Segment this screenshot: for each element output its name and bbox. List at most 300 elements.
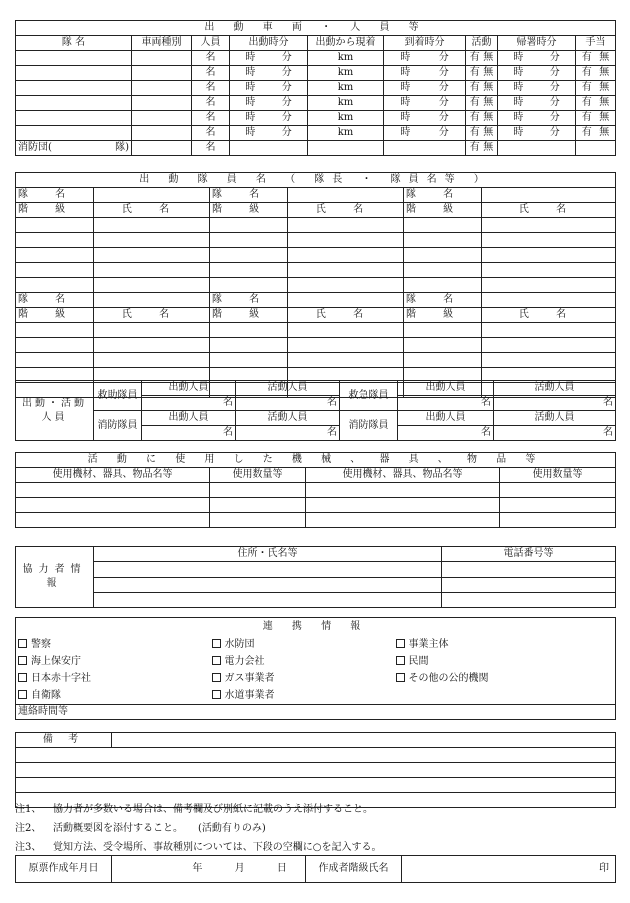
liaison-checkbox[interactable] [18,673,27,682]
vehicle-type-cell[interactable] [132,51,192,66]
liaison-label: 水防団 [224,638,255,650]
day-label: 日 [276,863,287,874]
note-2 [15,819,266,834]
yes-option[interactable]: 有 [469,82,480,93]
liaison-cell [16,670,210,687]
equipment-item-cell[interactable] [16,498,210,513]
member-rank-cell[interactable] [210,278,288,293]
liaison-label: 水道事業者 [224,689,275,701]
equipment-qty-header-2: 使用数量等 [500,468,616,483]
dispatch-time-cell[interactable] [230,96,308,111]
member-name-cell[interactable] [482,278,616,293]
minute-unit: 分 [549,82,560,93]
arrival-time-cell[interactable] [384,111,466,126]
rescue-active-label: 活動人員 [236,381,340,396]
vehicle-row [16,51,616,66]
member-rank-cell[interactable] [210,338,288,353]
cooperator-address-cell[interactable] [94,577,442,592]
member-name-cell[interactable] [482,353,616,368]
allowance-cell[interactable] [576,66,616,81]
dispatch-time-cell[interactable] [230,111,308,126]
member-rank-cell[interactable] [404,263,482,278]
fire-corps-label: 消防団( [18,142,52,153]
liaison-checkbox[interactable] [18,690,27,699]
arrival-time-cell[interactable] [384,126,466,141]
cooperator-phone-cell[interactable] [442,562,616,577]
name-label: 氏 名 [288,308,404,323]
rank-label: 階 級 [210,308,288,323]
equipment-qty-cell[interactable] [210,498,306,513]
return-time-cell[interactable] [498,66,576,81]
member-name-cell[interactable] [482,218,616,233]
team-name-row [16,293,616,308]
equipment-qty-cell[interactable] [500,513,616,528]
cooperator-address-cell[interactable] [94,592,442,607]
member-name-cell[interactable] [94,233,210,248]
equipment-row [16,498,616,513]
minute-unit: 分 [549,67,560,78]
liaison-label: 事業主体 [408,638,449,650]
member-row [16,278,616,293]
fire-corps-label-cell [16,141,132,156]
team-name-label: 隊 名 [210,188,288,203]
member-rank-cell[interactable] [210,353,288,368]
member-name-cell[interactable] [94,278,210,293]
vehicle-row [16,66,616,81]
yes-option[interactable]: 有 [581,112,592,123]
vehicle-row [16,111,616,126]
distance-unit: km [308,66,384,81]
team-name-cell[interactable] [16,96,132,111]
equipment-qty-cell[interactable] [210,483,306,498]
no-option[interactable]: 無 [483,97,494,108]
cooperator-phone-cell[interactable] [442,577,616,592]
vehicles-header-row [16,36,616,51]
member-row [16,218,616,233]
liaison-label: 自衛隊 [31,689,61,701]
member-rank-cell[interactable] [16,353,94,368]
totals-table [15,380,616,441]
no-option[interactable]: 無 [483,52,494,63]
vehicle-type-cell[interactable] [132,126,192,141]
member-row [16,248,616,263]
liaison-checkbox[interactable] [396,673,405,682]
cooperator-address-cell[interactable] [94,562,442,577]
year-label: 年 [192,863,203,874]
yes-option[interactable]: 有 [469,97,480,108]
allowance-cell[interactable] [576,141,616,156]
totals-label: 出動・活動人員 [16,381,94,441]
member-name-cell[interactable] [288,233,404,248]
remarks-table [15,732,616,808]
fire-dispatched-label: 出動人員 [142,411,236,426]
return-time-cell[interactable] [498,126,576,141]
equipment-item-header: 使用機材、器具、物品名等 [16,468,210,483]
member-name-cell[interactable] [482,338,616,353]
equipment-qty-cell[interactable] [210,513,306,528]
member-rank-cell[interactable] [16,323,94,338]
dispatch-time-cell[interactable] [230,66,308,81]
activity-cell[interactable] [466,126,498,141]
distance-unit: km [308,126,384,141]
no-option[interactable]: 無 [599,127,610,138]
member-name-cell[interactable] [94,248,210,263]
vehicles-header-8: 手当 [576,36,616,51]
liaison-cell [394,653,616,670]
team-name-cell[interactable] [16,66,132,81]
team-name-cell[interactable] [16,111,132,126]
fire-corps-totals-label: 消防隊員 [340,411,398,441]
member-name-cell[interactable] [482,248,616,263]
member-name-cell[interactable] [94,263,210,278]
person-unit: 名 [192,66,230,81]
liaison-checkbox[interactable] [212,673,221,682]
rescue-dispatched-unit: 名 [142,396,236,411]
liaison-row [16,670,616,687]
equipment-item-cell[interactable] [306,483,500,498]
liaison-title: 連 携 情 報 [16,618,616,637]
yes-option[interactable]: 有 [581,82,592,93]
ems-dispatched-unit: 名 [398,396,494,411]
liaison-checkbox[interactable] [396,656,405,665]
liaison-checkbox[interactable] [212,656,221,665]
note-3-label: 注3、 [15,842,42,853]
allowance-cell[interactable] [576,126,616,141]
activity-cell[interactable] [466,81,498,96]
allowance-cell[interactable] [576,96,616,111]
member-name-cell[interactable] [288,218,404,233]
liaison-cell [16,653,210,670]
yes-option[interactable]: 有 [581,127,592,138]
remarks-line[interactable] [16,748,616,763]
note-1 [15,800,373,815]
minute-unit: 分 [438,97,449,108]
return-time-cell[interactable] [498,96,576,111]
fire-corps-dispatched-unit: 名 [398,426,494,441]
distance-unit: km [308,111,384,126]
minute-unit: 分 [438,82,449,93]
vehicles-header-4: 出動から現着 [308,36,384,51]
no-option[interactable]: 無 [599,82,610,93]
member-rank-cell[interactable] [404,278,482,293]
rescue-label: 救助隊員 [94,381,142,411]
members-title: 出 動 隊 員 名 （ 隊長 ・ 隊員名等 ） [16,173,616,188]
dispatch-time-cell[interactable] [230,126,308,141]
yes-option[interactable]: 有 [581,52,592,63]
arrival-time-cell[interactable] [384,81,466,96]
member-header-row [16,308,616,323]
rescue-dispatched-label: 出動人員 [142,381,236,396]
month-label: 月 [234,863,245,874]
member-rank-cell[interactable] [16,233,94,248]
member-rank-cell[interactable] [16,248,94,263]
member-rank-cell[interactable] [404,248,482,263]
vehicles-header-6: 活動 [466,36,498,51]
member-rank-cell[interactable] [210,218,288,233]
equipment-item-cell[interactable] [306,513,500,528]
vehicles-header-1: 車両種別 [132,36,192,51]
hour-unit: 時 [400,52,411,63]
member-name-cell[interactable] [482,323,616,338]
member-name-cell[interactable] [288,323,404,338]
equipment-title: 活 動 に 使 用 し た 機 械 、 器 具 、 物 品 等 [16,453,616,468]
minute-unit: 分 [281,127,292,138]
hour-unit: 時 [245,127,256,138]
equipment-item-cell[interactable] [16,483,210,498]
name-label: 氏 名 [482,203,616,218]
note-1-label: 注1、 [15,804,42,815]
member-name-cell[interactable] [288,338,404,353]
equipment-item-cell[interactable] [16,513,210,528]
name-label: 氏 名 [482,308,616,323]
activity-cell[interactable] [466,66,498,81]
return-time-cell[interactable] [498,51,576,66]
note-3 [15,838,382,853]
vehicle-type-cell[interactable] [132,81,192,96]
liaison-label: 電力会社 [224,655,265,667]
note-2-text: 活動概要図を添付すること。 (活動有りのみ) [53,823,266,834]
minute-unit: 分 [438,52,449,63]
no-option[interactable]: 無 [599,67,610,78]
equipment-qty-cell[interactable] [500,483,616,498]
member-name-cell[interactable] [482,263,616,278]
minute-unit: 分 [281,112,292,123]
date-label: 原票作成年月日 [16,856,112,883]
liaison-body [16,636,616,705]
fire-dispatched-unit: 名 [142,426,236,441]
liaison-row [16,636,616,653]
liaison-cell [394,687,616,705]
team-name-label: 隊 名 [16,188,94,203]
vehicles-header-2: 人員 [192,36,230,51]
footer-table [15,855,616,883]
member-rank-cell[interactable] [404,323,482,338]
remarks-line[interactable] [16,778,616,793]
vehicles-header-7: 帰署時分 [498,36,576,51]
vehicle-row [16,81,616,96]
remarks-cell[interactable] [112,733,616,748]
liaison-label: 日本赤十字社 [31,672,91,684]
vehicle-type-cell[interactable] [132,96,192,111]
author-field[interactable] [402,856,616,883]
vehicle-type-cell[interactable] [132,141,192,156]
no-option[interactable]: 無 [483,127,494,138]
return-time-cell[interactable] [498,111,576,126]
team-name-cell[interactable] [288,188,404,203]
team-name-cell[interactable] [16,81,132,96]
no-option[interactable]: 無 [483,112,494,123]
rank-label: 階 級 [16,203,94,218]
cooperator-label: 協力者情報 [16,547,94,608]
activity-cell[interactable] [466,111,498,126]
member-rank-cell[interactable] [404,353,482,368]
team-name-cell[interactable] [16,51,132,66]
hour-unit: 時 [513,52,524,63]
no-option[interactable]: 無 [483,82,494,93]
member-rank-cell[interactable] [16,263,94,278]
member-row [16,338,616,353]
dispatch-time-cell[interactable] [230,141,308,156]
member-rank-cell[interactable] [210,233,288,248]
liaison-row [16,687,616,705]
minute-unit: 分 [281,82,292,93]
fire-corps-active-label: 活動人員 [494,411,616,426]
member-row [16,353,616,368]
person-unit: 名 [192,96,230,111]
liaison-checkbox[interactable] [212,639,221,648]
ems-dispatched-label: 出動人員 [398,381,494,396]
allowance-cell[interactable] [576,111,616,126]
equipment-row [16,483,616,498]
arrival-time-cell[interactable] [384,66,466,81]
allowance-cell[interactable] [576,81,616,96]
yes-option[interactable]: 有 [581,97,592,108]
member-name-cell[interactable] [94,323,210,338]
note-3-text: 覚知方法、受令場所、事故種別については、下段の空欄に○を記入する。 [53,842,382,853]
fire-corps-active-unit: 名 [494,426,616,441]
member-rank-cell[interactable] [210,323,288,338]
date-field[interactable] [112,856,306,883]
hour-unit: 時 [513,82,524,93]
person-unit: 名 [192,141,230,156]
arrival-time-cell[interactable] [384,96,466,111]
rank-label: 階 級 [210,203,288,218]
fire-label: 消防隊員 [94,411,142,441]
dispatch-time-cell[interactable] [230,51,308,66]
cooperator-phone-cell[interactable] [442,592,616,607]
ems-active-label: 活動人員 [494,381,616,396]
activity-cell[interactable] [466,141,498,156]
dispatch-time-cell[interactable] [230,81,308,96]
return-time-cell[interactable] [498,141,576,156]
name-label: 氏 名 [288,203,404,218]
yes-option[interactable]: 有 [469,112,480,123]
liaison-cell [210,670,394,687]
no-option[interactable]: 無 [599,52,610,63]
liaison-checkbox[interactable] [396,639,405,648]
yes-option[interactable]: 有 [469,142,480,153]
liaison-checkbox[interactable] [212,690,221,699]
yes-option[interactable]: 有 [469,67,480,78]
member-name-cell[interactable] [288,263,404,278]
hour-unit: 時 [245,67,256,78]
arrival-time-cell[interactable] [384,51,466,66]
member-rank-cell[interactable] [16,338,94,353]
no-option[interactable]: 無 [599,112,610,123]
ems-active-unit: 名 [494,396,616,411]
team-name-label: 隊 名 [16,293,94,308]
liaison-cell [394,636,616,653]
rank-label: 階 級 [16,308,94,323]
equipment-qty-cell[interactable] [500,498,616,513]
liaison-cell [210,636,394,653]
member-name-cell[interactable] [94,353,210,368]
distance-cell[interactable] [308,141,384,156]
member-rank-cell[interactable] [404,218,482,233]
liaison-label: ガス事業者 [224,672,275,684]
member-rank-cell[interactable] [16,278,94,293]
liaison-table [15,617,616,720]
team-name-cell[interactable] [482,293,616,308]
member-rank-cell[interactable] [210,263,288,278]
liaison-label: 民間 [408,655,429,667]
member-rank-cell[interactable] [16,218,94,233]
vehicles-table [15,20,616,156]
activity-cell[interactable] [466,96,498,111]
fire-corps-dispatched-label: 出動人員 [398,411,494,426]
arrival-time-cell[interactable] [384,141,466,156]
no-option[interactable]: 無 [483,67,494,78]
member-name-cell[interactable] [94,338,210,353]
activity-cell[interactable] [466,51,498,66]
vehicles-header-0: 隊 名 [16,36,132,51]
no-option[interactable]: 無 [599,97,610,108]
team-name-cell[interactable] [94,293,210,308]
person-unit: 名 [192,51,230,66]
seal-label: 印 [599,863,609,874]
member-name-cell[interactable] [94,218,210,233]
liaison-label: その他の公的機関 [408,672,489,684]
vehicle-row [16,96,616,111]
return-time-cell[interactable] [498,81,576,96]
liaison-cell [210,653,394,670]
distance-unit: km [308,81,384,96]
hour-unit: 時 [400,67,411,78]
team-name-cell[interactable] [16,126,132,141]
hour-unit: 時 [513,67,524,78]
vehicle-type-cell[interactable] [132,111,192,126]
liaison-label: 警察 [31,638,51,650]
minute-unit: 分 [549,112,560,123]
equipment-item-cell[interactable] [306,498,500,513]
team-name-cell[interactable] [482,188,616,203]
member-rank-cell[interactable] [404,338,482,353]
vehicle-type-cell[interactable] [132,66,192,81]
yes-option[interactable]: 有 [469,52,480,63]
liaison-checkbox[interactable] [18,639,27,648]
liaison-row [16,653,616,670]
minute-unit: 分 [281,97,292,108]
liaison-cell [210,687,394,705]
member-rank-cell[interactable] [404,233,482,248]
minute-unit: 分 [438,127,449,138]
team-name-cell[interactable] [94,188,210,203]
remarks-line[interactable] [16,763,616,778]
member-name-cell[interactable] [288,353,404,368]
fire-active-label: 活動人員 [236,411,340,426]
no-option[interactable]: 無 [483,142,494,153]
member-name-cell[interactable] [288,248,404,263]
person-unit: 名 [192,126,230,141]
note-2-label: 注2、 [15,823,42,834]
vehicles-body [16,51,616,156]
yes-option[interactable]: 有 [469,127,480,138]
yes-option[interactable]: 有 [581,67,592,78]
allowance-cell[interactable] [576,51,616,66]
member-name-cell[interactable] [288,278,404,293]
fire-corps-suffix: 隊) [115,142,129,153]
hour-unit: 時 [400,112,411,123]
member-rank-cell[interactable] [210,248,288,263]
liaison-cell [394,670,616,687]
member-name-cell[interactable] [482,233,616,248]
hour-unit: 時 [245,112,256,123]
team-name-cell[interactable] [288,293,404,308]
liaison-checkbox[interactable] [18,656,27,665]
vehicles-title: 出 動 車 両 ・ 人 員 等 [16,21,616,36]
minute-unit: 分 [549,52,560,63]
vehicles-header-5: 到着時分 [384,36,466,51]
